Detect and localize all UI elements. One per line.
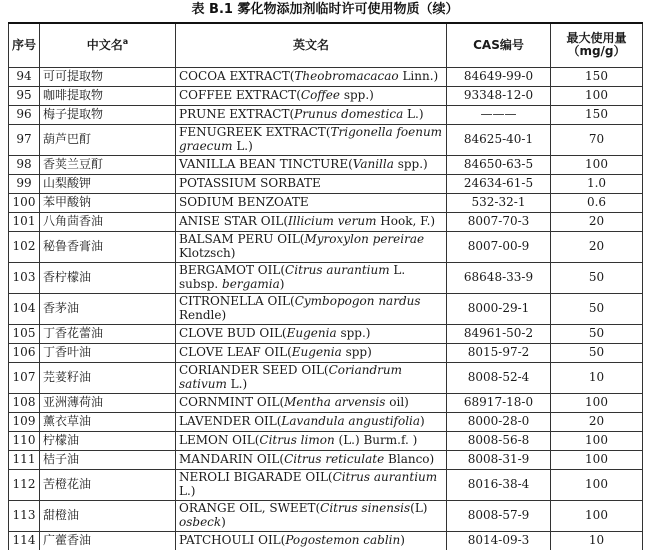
english-name-main: PRUNE EXTRACT( [179,106,295,121]
table-row [9,193,643,212]
english-name [176,174,447,193]
english-name [176,193,447,212]
col-header-seq-label: 序号 [12,37,37,52]
max-dose: 50 [551,343,643,362]
scientific-name: Myroxylon pereirae [304,232,425,246]
english-name-tail: spp.) [340,87,374,102]
scientific-name: Pogostemon cablin [285,533,401,547]
table-row [9,469,643,500]
col-header-cn-label: 中文名 [86,37,123,52]
scientific-name: Citrus sinensis [320,501,411,515]
max-dose: 50 [551,293,643,324]
english-name-tail: L.) [232,138,253,153]
english-name-main: BALSAM PERU OIL( [179,232,305,246]
cas-number: 68648-33-9 [447,262,551,293]
scientific-name: Vanilla [352,156,394,171]
row-number: 112 [9,469,40,500]
scientific-name: Prunus domestica [294,106,404,121]
english-name-main: VANILLA BEAN TINCTURE( [179,156,353,171]
english-name-tail: spp.) [393,156,428,171]
max-dose: 20 [551,231,643,262]
english-name-main: LEMON OIL( [179,432,260,447]
table-row [9,293,643,324]
english-name [176,212,447,231]
chinese-name: 香茅油 [40,293,176,324]
table-row [9,67,643,86]
max-dose: 10 [551,362,643,393]
table-body [9,67,643,550]
max-dose: 50 [551,324,643,343]
table-row [9,212,643,231]
row-number: 96 [9,105,40,124]
english-name-main: MANDARIN OIL( [179,451,285,466]
chinese-name: 苯甲酸钠 [40,193,176,212]
max-dose: 50 [551,262,643,293]
table-row [9,86,643,105]
english-name-main: COFFEE EXTRACT( [179,87,301,102]
english-name-main: CLOVE BUD OIL( [179,325,287,340]
english-name [176,412,447,431]
english-name-main: CITRONELLA OIL( [179,294,295,308]
max-dose: 150 [551,67,643,86]
max-dose: 100 [551,86,643,105]
table-row [9,362,643,393]
additive-table [8,22,643,550]
table-row [9,450,643,469]
english-name-main: COCOA EXTRACT( [179,68,295,83]
row-number: 94 [9,67,40,86]
cas-number: ——— [447,105,551,124]
row-number: 98 [9,155,40,174]
english-name-main: CORIANDER SEED OIL( [179,363,329,377]
row-number: 110 [9,431,40,450]
english-name [176,231,447,262]
max-dose: 20 [551,412,643,431]
scientific-name: Coriandrum sativum [179,363,402,391]
scientific-name: Citrus aurantium [285,263,390,277]
english-name [176,450,447,469]
english-name [176,500,447,531]
english-name-tail: (L.) Burm.f. ) [334,432,418,447]
english-name-main: CORNMINT OIL( [179,394,285,409]
scientific-name: Citrus aurantium [332,470,438,484]
english-name [176,124,447,155]
english-name [176,86,447,105]
header-row [9,23,643,67]
table-row [9,412,643,431]
english-name-main: ANISE STAR OIL( [179,213,289,228]
chinese-name: 丁香花蕾油 [40,324,176,343]
max-dose: 20 [551,212,643,231]
footnote-marker: a [122,36,129,46]
chinese-name: 薰衣草油 [40,412,176,431]
cas-number: 8016-38-4 [447,469,551,500]
row-number: 109 [9,412,40,431]
max-dose: 100 [551,500,643,531]
cas-number: 68917-18-0 [447,393,551,412]
english-name [176,262,447,293]
chinese-name: 香柠檬油 [40,262,176,293]
cas-number: 8000-29-1 [447,293,551,324]
scientific-name: Theobromacacao [294,68,399,83]
chinese-name: 咖啡提取物 [40,86,176,105]
row-number: 113 [9,500,40,531]
english-name-tail-extra: ) [221,514,226,529]
cas-number: 8007-00-9 [447,231,551,262]
row-number: 106 [9,343,40,362]
english-name [176,531,447,550]
cas-number: 84649-99-0 [447,67,551,86]
english-name [176,293,447,324]
cas-number: 84650-63-5 [447,155,551,174]
table-row [9,393,643,412]
table-row [9,343,643,362]
table-title: 表 B.1 雾化物添加剂临时许可使用物质（续） [191,2,459,17]
english-name-tail-extra: ) [279,276,285,291]
chinese-name: 苦橙花油 [40,469,176,500]
chinese-name: 丁香叶油 [40,343,176,362]
col-header-max-line1: 最大使用量 [566,30,627,45]
english-name-tail: ) [400,533,405,547]
english-name-main: BERGAMOT OIL( [179,263,286,277]
english-name [176,155,447,174]
chinese-name: 柠檬油 [40,431,176,450]
row-number: 105 [9,324,40,343]
scientific-name: Lavandula angustifolia [281,413,421,428]
table-row [9,155,643,174]
row-number: 104 [9,293,40,324]
english-name [176,431,447,450]
english-name-main: NEROLI BIGARADE OIL( [179,470,333,484]
max-dose: 1.0 [551,174,643,193]
english-name-tail: spp) [341,344,372,359]
english-name-tail: Linn.) [398,68,439,83]
row-number: 99 [9,174,40,193]
scientific-name: Illicium verum [288,213,377,228]
english-name [176,362,447,393]
max-dose: 0.6 [551,193,643,212]
chinese-name: 甜橙油 [40,500,176,531]
row-number: 108 [9,393,40,412]
cas-number: 532-32-1 [447,193,551,212]
max-dose: 100 [551,450,643,469]
english-name-tail: Rendle) [179,307,227,322]
scientific-name: Cymbopogon nardus [294,294,421,308]
english-name-tail: Blanco) [384,451,435,466]
scientific-name: Coffee [300,87,341,102]
english-name-main: PATCHOULI OIL( [179,533,286,547]
chinese-name: 山梨酸钾 [40,174,176,193]
row-number: 101 [9,212,40,231]
table-row [9,531,643,550]
cas-number: 8014-09-3 [447,531,551,550]
english-name [176,343,447,362]
english-name-main: CLOVE LEAF OIL( [179,344,292,359]
english-name-main: FENUGREEK EXTRACT( [179,125,331,139]
row-number: 111 [9,450,40,469]
chinese-name: 梅子提取物 [40,105,176,124]
col-header-max-dose [551,23,643,67]
english-name-main: POTASSIUM SORBATE [179,175,321,190]
scientific-name: Eugenia [291,344,342,359]
row-number: 95 [9,86,40,105]
cas-number: 8007-70-3 [447,212,551,231]
chinese-name: 芫荽籽油 [40,362,176,393]
scientific-name-extra: osbeck [179,514,222,529]
english-name [176,393,447,412]
english-name-tail: L.) [226,376,248,391]
scientific-name: Citrus limon [259,432,335,447]
english-name-tail: Hook, F.) [376,213,436,228]
table-row [9,124,643,155]
scientific-name: Eugenia [286,325,337,340]
table-row [9,324,643,343]
scientific-name: Citrus reticulate [284,451,385,466]
max-dose: 100 [551,155,643,174]
english-name-main: ORANGE OIL, SWEET( [179,501,321,515]
scientific-name: Trigonella foenum graecum [179,125,443,153]
cas-number: 84625-40-1 [447,124,551,155]
row-number: 97 [9,124,40,155]
col-header-cn-name [40,23,176,67]
cas-number: 93348-12-0 [447,86,551,105]
table-row [9,500,643,531]
chinese-name: 八角茴香油 [40,212,176,231]
english-name [176,105,447,124]
english-name-tail: spp.) [336,325,371,340]
col-header-cas: CAS编号 [447,23,551,67]
table-row [9,262,643,293]
chinese-name: 可可提取物 [40,67,176,86]
row-number: 100 [9,193,40,212]
english-name-tail: oil) [385,394,409,409]
cas-number: 8008-56-8 [447,431,551,450]
cas-number: 8000-28-0 [447,412,551,431]
english-name-tail: L.) [403,106,424,121]
cas-number: 24634-61-5 [447,174,551,193]
english-name-tail: ) [420,413,425,428]
english-name [176,324,447,343]
chinese-name: 桔子油 [40,450,176,469]
english-name [176,67,447,86]
table-row [9,431,643,450]
cas-number: 8008-57-9 [447,500,551,531]
col-header-seq [9,23,40,67]
english-name-tail: L.) [179,483,196,498]
scientific-name-extra: bergamia [222,276,280,291]
row-number: 102 [9,231,40,262]
chinese-name: 广藿香油 [40,531,176,550]
scientific-name: Mentha arvensis [284,394,386,409]
row-number: 103 [9,262,40,293]
chinese-name: 秘鲁香膏油 [40,231,176,262]
english-name-tail: (L) [410,501,428,515]
max-dose: 10 [551,531,643,550]
max-dose: 100 [551,469,643,500]
cas-number: 8008-31-9 [447,450,551,469]
english-name-tail: Klotzsch) [179,245,236,260]
max-dose: 70 [551,124,643,155]
english-name-main: SODIUM BENZOATE [179,194,309,209]
table-row [9,174,643,193]
max-dose: 100 [551,393,643,412]
table-row [9,231,643,262]
max-dose: 100 [551,431,643,450]
cas-number: 84961-50-2 [447,324,551,343]
table-row [9,105,643,124]
english-name-tail: L. subsp. [179,263,406,291]
chinese-name: 香荚兰豆酊 [40,155,176,174]
cas-number: 8008-52-4 [447,362,551,393]
row-number: 107 [9,362,40,393]
english-name [176,469,447,500]
cas-number: 8015-97-2 [447,343,551,362]
chinese-name: 亚洲薄荷油 [40,393,176,412]
chinese-name: 葫芦巴酊 [40,124,176,155]
col-header-en-name: 英文名 [176,23,447,67]
col-header-max-line2: （mg/g） [567,44,626,59]
english-name-main: LAVENDER OIL( [179,413,282,428]
row-number: 114 [9,531,40,550]
max-dose: 150 [551,105,643,124]
